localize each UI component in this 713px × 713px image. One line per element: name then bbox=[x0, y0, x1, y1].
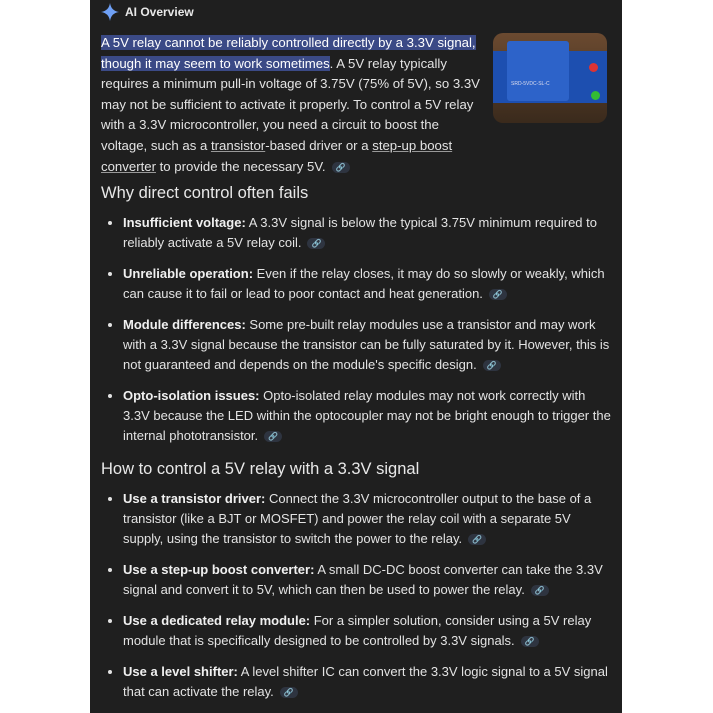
intro-paragraph bbox=[101, 33, 486, 177]
ai-overview-panel bbox=[90, 0, 622, 713]
section-heading-why-fails: Why direct control often fails bbox=[101, 184, 309, 202]
link-icon[interactable]: 🔗 bbox=[264, 431, 282, 442]
relay-label: SRD-5VDC-SL-C bbox=[511, 81, 550, 87]
sparkle-icon bbox=[101, 3, 119, 21]
why-fails-list bbox=[101, 213, 611, 457]
relay-image-thumbnail[interactable] bbox=[493, 33, 607, 123]
link-icon[interactable]: 🔗 bbox=[483, 360, 501, 371]
link-icon[interactable]: 🔗 bbox=[521, 636, 539, 647]
ai-overview-header bbox=[101, 3, 194, 21]
link-icon[interactable]: 🔗 bbox=[468, 534, 486, 545]
step-up-boost-converter-link[interactable]: step-up boost converter bbox=[101, 137, 453, 174]
link-icon[interactable]: 🔗 bbox=[280, 687, 298, 698]
how-to-control-list bbox=[101, 489, 611, 713]
list-item: Use a dedicated relay module: For a simpler solution, consider using a 5V relay module that is specifically designed to be controlled by 3.3V signals. 🔗 bbox=[101, 611, 611, 651]
ai-overview-title: AI Overview bbox=[125, 5, 194, 19]
link-icon[interactable]: 🔗 bbox=[307, 238, 325, 249]
list-item: Opto-isolation issues: Opto-isolated relay modules may not work correctly with 3.3V because the LED within the optocoupler may not be bright enough to trigger the internal phototransistor. 🔗 bbox=[101, 386, 611, 446]
link-icon[interactable]: 🔗 bbox=[489, 289, 507, 300]
intro-text: -based driver or a bbox=[265, 137, 373, 153]
list-item: Insufficient voltage: A 3.3V signal is below the typical 3.75V minimum required to reliably activate a 5V relay coil. 🔗 bbox=[101, 213, 611, 253]
list-item: Unreliable operation: Even if the relay closes, it may do so slowly or weakly, which can cause it to fail or lead to poor contact and heat generation. 🔗 bbox=[101, 264, 611, 304]
list-item: Module differences: Some pre-built relay modules use a transistor and may work with a 3.3V signal because the transistor can be fully saturated by it. However, this is not guaranteed and depends on the module's specific design. 🔗 bbox=[101, 315, 611, 375]
link-icon[interactable]: 🔗 bbox=[332, 162, 350, 173]
transistor-link[interactable]: transistor bbox=[210, 137, 266, 153]
section-heading-how-to-control: How to control a 5V relay with a 3.3V signal bbox=[101, 460, 420, 478]
highlighted-summary: A 5V relay cannot be reliably controlled directly by a 3.3V signal, though it may seem to work sometimes bbox=[101, 35, 476, 71]
link-icon[interactable]: 🔗 bbox=[531, 585, 549, 596]
list-item: Use a level shifter: A level shifter IC can convert the 3.3V logic signal to a 5V signal that can activate the relay. 🔗 bbox=[101, 662, 611, 702]
list-item: Use a transistor driver: Connect the 3.3V microcontroller output to the base of a transistor (like a BJT or MOSFET) and power the relay coil with a separate 5V supply, using the transistor to switch the power to the relay. 🔗 bbox=[101, 489, 611, 549]
intro-text: to provide the necessary 5V. bbox=[155, 158, 326, 174]
intro-text: . A 5V relay typically requires a minimum pull-in voltage of 3.75V (75% of 5V), so 3.3V may not be sufficient to activate it properly. To control a 5V relay with a 3.3V microcontroller, you need a circuit to boost the voltage, such as a bbox=[101, 55, 480, 153]
list-item: Use a step-up boost converter: A small DC-DC boost converter can take the 3.3V signal and convert it to 5V, which can then be used to power the relay. 🔗 bbox=[101, 560, 611, 600]
